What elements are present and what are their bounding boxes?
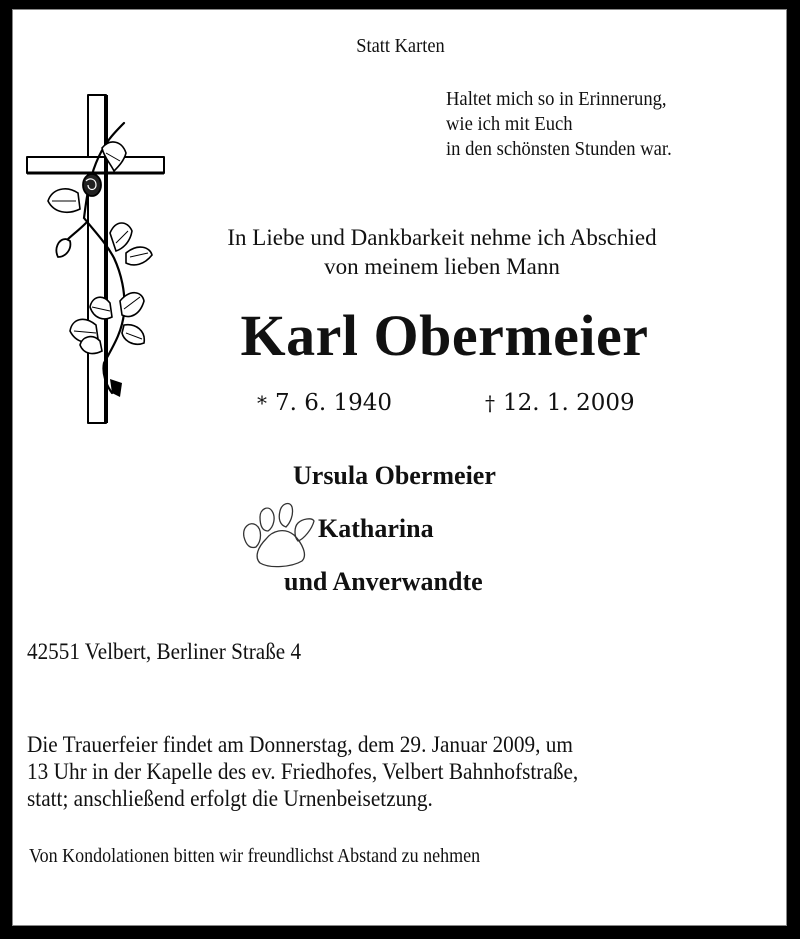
birth-date: [257, 390, 392, 416]
memorial-verse: [446, 87, 689, 162]
death-cross-icon: †: [485, 391, 495, 415]
condolence-request: Von Kondolationen bitten wir freundlichst Abstand zu nehmen: [29, 845, 481, 867]
verse-line: Haltet mich so in Erinnerung,: [446, 88, 667, 110]
intro-line: von meinem lieben Mann: [324, 254, 560, 279]
mourner-name: Ursula Obermeier: [293, 461, 496, 490]
death-date-value: 12. 1. 2009: [503, 390, 635, 416]
header-statt-karten: Statt Karten: [356, 35, 445, 57]
ceremony-line: statt; anschließend erfolgt die Urnenbeisetzung.: [27, 786, 433, 811]
mourner-address: 42551 Velbert, Berliner Straße 4: [27, 639, 302, 664]
mourner-name: Katharina: [318, 514, 434, 543]
birth-date-value: 7. 6. 1940: [275, 390, 393, 416]
funeral-ceremony-details: [27, 731, 623, 812]
birth-star-icon: *: [257, 391, 267, 415]
farewell-intro: [132, 223, 752, 281]
ceremony-line: 13 Uhr in der Kapelle des ev. Friedhofes, Velbert Bahnhofstraße,: [27, 759, 579, 784]
death-date: [485, 390, 635, 416]
obituary-notice: [12, 9, 787, 926]
paw-print-icon: [240, 497, 320, 574]
verse-line: wie ich mit Euch: [446, 113, 573, 135]
mourner-name: und Anverwandte: [284, 567, 483, 596]
verse-line: in den schönsten Stunden war.: [446, 138, 672, 160]
deceased-name: Karl Obermeier: [240, 303, 649, 368]
ceremony-line: Die Trauerfeier findet am Donnerstag, dem 29. Januar 2009, um: [27, 732, 573, 757]
intro-line: In Liebe und Dankbarkeit nehme ich Abschied: [227, 225, 657, 250]
